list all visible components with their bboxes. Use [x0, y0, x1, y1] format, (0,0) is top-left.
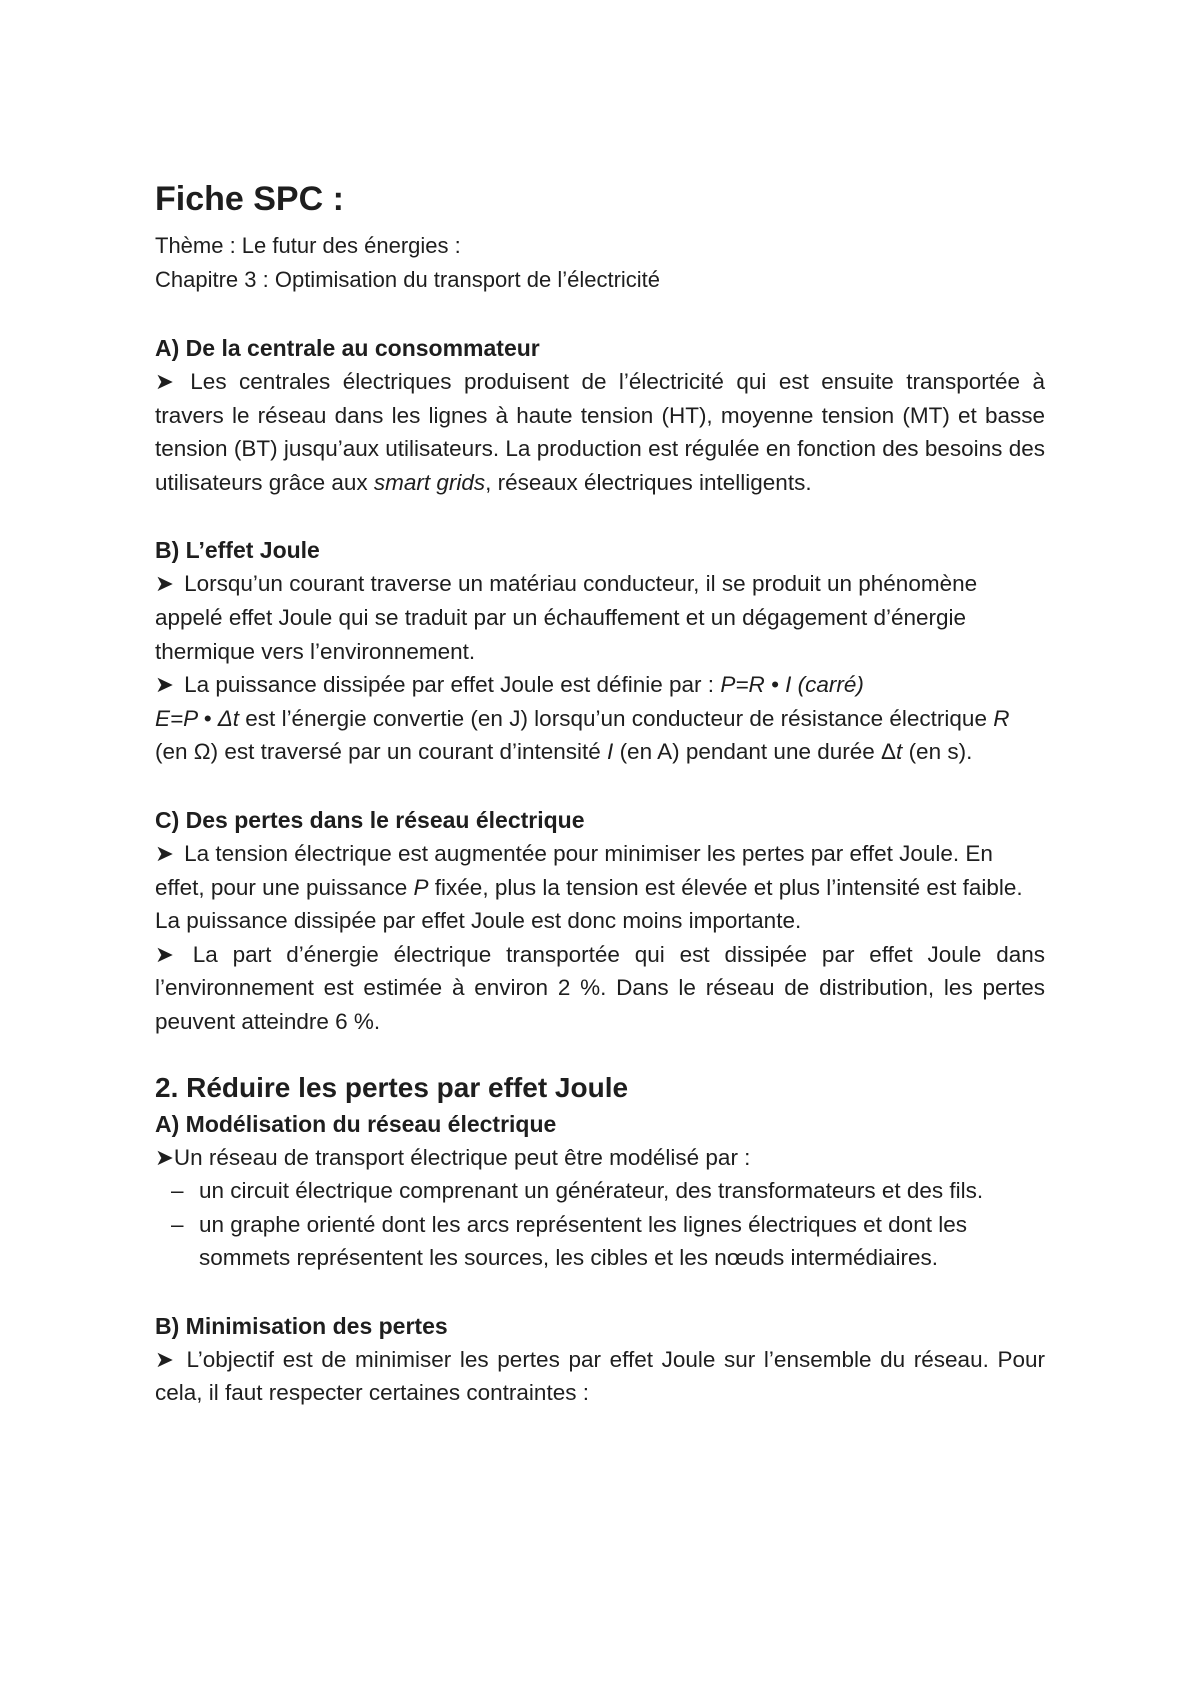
part-2-section-b-heading: B) Minimisation des pertes [155, 1312, 448, 1339]
theme-line: Thème : Le futur des énergies : [155, 233, 461, 258]
section-c-paragraph-2: ➤ La part d’énergie électrique transportée qui est dissipée par effet Joule dans l’environnement est estimée à environ 2 %. Dans le réseau de distribution, les pertes peuvent atteindre 6 %. [155, 941, 1045, 1034]
arrow-bullet-icon: ➤ [155, 369, 174, 394]
part-2-section-b-paragraph: ➤ L’objectif est de minimiser les pertes par effet Joule sur l’ensemble du réseau. Pour cela, il faut respecter certaines contraintes : [155, 1346, 1045, 1406]
chapter-line: Chapitre 3 : Optimisation du transport de l’électricité [155, 267, 661, 292]
part-2-section-a-intro: ➤Un réseau de transport électrique peut être modélisé par : [155, 1144, 751, 1170]
part-2-section-a-heading: A) Modélisation du réseau électrique [155, 1110, 557, 1137]
model-list [155, 1174, 1045, 1275]
part-2-heading: 2. Réduire les pertes par effet Joule [155, 1071, 629, 1103]
section-c-heading: C) Des pertes dans le réseau électrique [155, 806, 585, 833]
list-item: – un circuit électrique comprenant un générateur, des transformateurs et des fils. [155, 1174, 1045, 1208]
section-a-paragraph: ➤ Les centrales électriques produisent de l’électricité qui est ensuite transportée à travers le réseau dans les lignes à haute tension (HT), moyenne tension (MT) et basse tension (BT) jusqu’aux utilisateurs. La production est régulée en fonction des besoins des utilisateurs grâce aux smart grids, réseaux électriques intelligents. [155, 369, 1045, 495]
arrow-bullet-icon: ➤ [155, 1346, 174, 1372]
arrow-bullet-icon: ➤ [155, 941, 174, 967]
arrow-bullet-icon: ➤ [155, 840, 174, 866]
smart-grids-term: smart grids [373, 469, 486, 495]
page-title: Fiche SPC : [155, 180, 344, 218]
arrow-bullet-icon: ➤ [155, 1144, 174, 1170]
document-content [155, 175, 1045, 1410]
section-b-paragraph-1: ➤ Lorsqu’un courant traverse un matériau conducteur, il se produit un phénomène appelé effet Joule qui se traduit par un échauffement et un dégagement d’énergie thermique vers l’environnement. [155, 571, 978, 664]
section-b-paragraph-2: ➤ La puissance dissipée par effet Joule est définie par : P=R • I (carré) [155, 672, 864, 698]
dash-bullet-icon: – [171, 1211, 184, 1237]
arrow-bullet-icon: ➤ [155, 571, 174, 597]
section-c-paragraph-1: ➤ La tension électrique est augmentée pour minimiser les pertes par effet Joule. En effet, pour une puissance P fixée, plus la tension est élevée et plus l’intensité est faible. La puissance dissipée par effet Joule est donc moins importante. [155, 840, 1023, 934]
section-b-paragraph-3: E=P • Δt est l’énergie convertie (en J) lorsqu’un conducteur de résistance électrique R (en Ω) est traversé par un courant d’intensité I (en A) pendant une durée Δt (en s). [155, 705, 1010, 765]
dash-bullet-icon: – [171, 1178, 184, 1204]
joule-power-formula: P=R • I (carré) [720, 672, 864, 698]
energy-formula: E=P • Δt [155, 705, 240, 731]
list-item: – un graphe orienté dont les arcs représentent les lignes électriques et dont les sommets représentent les sources, les cibles et les nœuds intermédiaires. [155, 1208, 1045, 1275]
section-a-heading: A) De la centrale au consommateur [155, 335, 540, 361]
section-b-heading: B) L’effet Joule [155, 537, 320, 564]
arrow-bullet-icon: ➤ [155, 672, 174, 698]
